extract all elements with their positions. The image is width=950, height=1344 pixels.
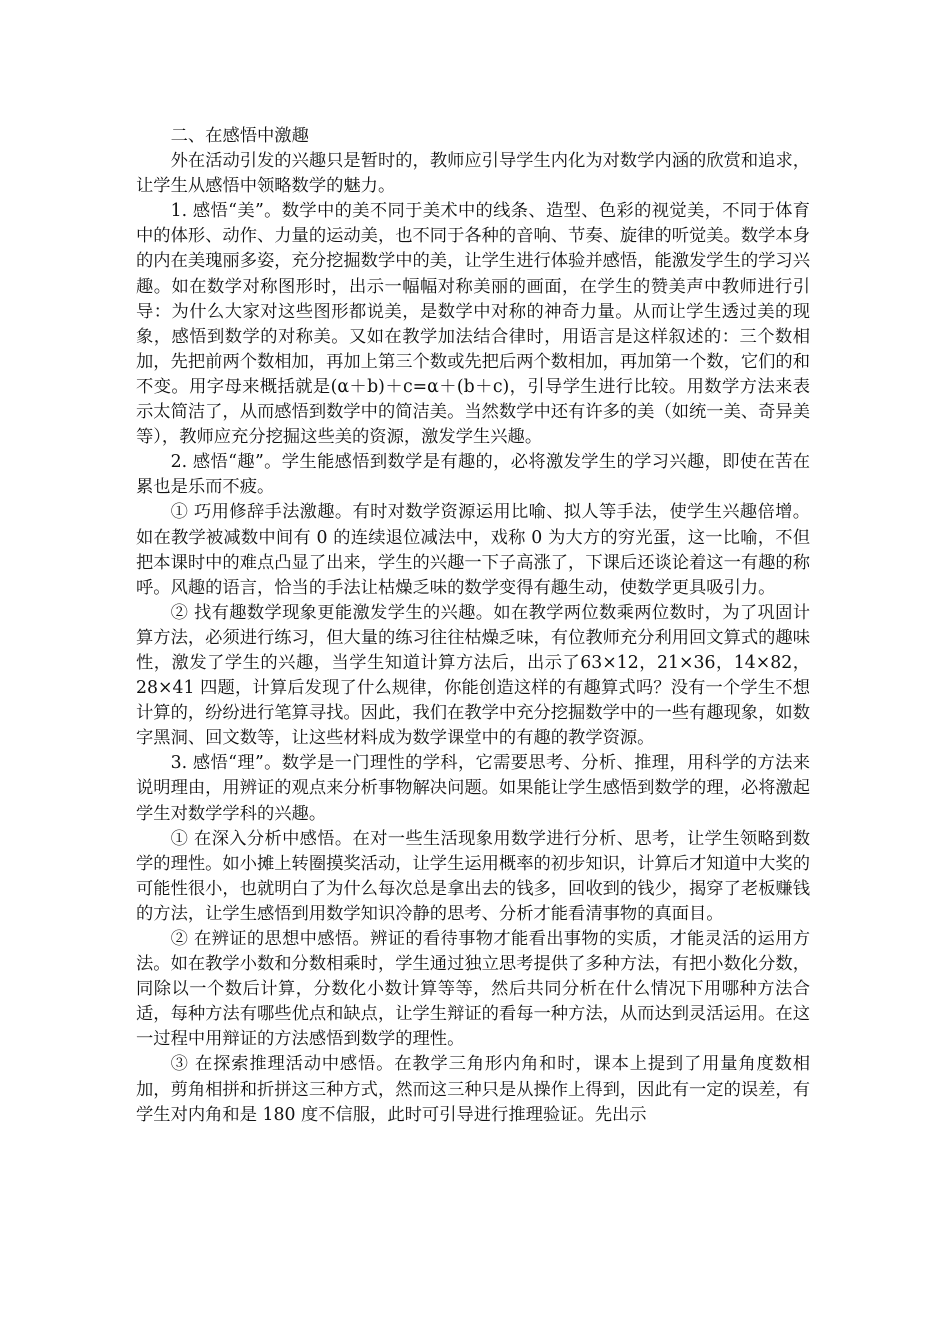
paragraph-beauty: 1. 感悟“美”。数学中的美不同于美术中的线条、造型、色彩的视觉美，不同于体育中的体形、动作、力量的运动美，也不同于各种的音响、节奏、旋律的听觉美。数学本身的内在美瑰丽多姿，充分挖掘数学中的美，让学生进行体验并感悟，能激发学生的学习兴趣。如在数学对称图形时，出示一幅幅对称美丽的画面，在学生的赞美声中教师进行引导：为什么大家对这些图形都说美，是数学中对称的神奇力量。从而让学生透过美的现象，感悟到数学的对称美。又如在教学加法结合律时，用语言是这样叙述的：三个数相加，先把前两个数相加，再加上第三个数或先把后两个数相加，再加第一个数，它们的和不变。用字母来概括就是(α＋b)＋c=α＋(b＋c)，引导学生进行比较。用数学方法来表示太简洁了，从而感悟到数学中的简洁美。当然数学中还有许多的美（如统一美、奇异美等），教师应充分挖掘这些美的资源，激发学生兴趣。 xyxy=(136,201,810,448)
paragraph-analysis: ① 在深入分析中感悟。在对一些生活现象用数学进行分析、思考，让学生领略到数学的理性。如小摊上转圈摸奖活动，让学生运用概率的初步知识，计算后才知道中大奖的可能性很小，也就明白了为什么每次总是拿出去的钱多，回收到的钱少，揭穿了老板赚钱的方法，让学生感悟到用数学知识冷静的思考、分析才能看清事物的真面目。 xyxy=(136,828,810,924)
paragraph-rhetoric: ① 巧用修辞手法激趣。有时对数学资源运用比喻、拟人等手法，使学生兴趣倍增。如在教学被减数中间有 0 的连续退位减法中，戏称 0 为大方的穷光蛋，这一比喻，不但把本课时中的难点凸显了出来，学生的兴趣一下子高涨了，下课后还谈论着这一有趣的称呼。风趣的语言，恰当的手法让枯燥乏味的数学变得有趣生动，使数学更具吸引力。 xyxy=(136,502,810,598)
paragraph-interest: 2. 感悟“趣”。学生能感悟到数学是有趣的，必将激发学生的学习兴趣，即使在苦在累也是乐而不疲。 xyxy=(136,452,810,498)
section-heading: 二、在感悟中激趣 xyxy=(170,126,309,146)
paragraph-intro: 外在活动引发的兴趣只是暂时的，教师应引导学生内化为对数学内涵的欣赏和追求，让学生从感悟中领略数学的魅力。 xyxy=(136,151,811,197)
paragraph-reasoning: ③ 在探索推理活动中感悟。在教学三角形内角和时，课本上提到了用量角度数相加，剪角相拼和折拼这三种方式，然而这三种只是从操作上得到，因此有一定的误差，有学生对内角和是 180 度不信服，此时可引导进行推理验证。先出示 xyxy=(136,1054,810,1125)
paragraph-reason: 3. 感悟“理”。数学是一门理性的学科，它需要思考、分析、推理，用科学的方法来说明理由，用辨证的观点来分析事物解决问题。如果能让学生感悟到数学的理，必将激起学生对数学学科的兴趣。 xyxy=(136,753,810,824)
paragraph-interesting-phenomena: ② 找有趣数学现象更能激发学生的兴趣。如在教学两位数乘两位数时，为了巩固计算方法，必须进行练习，但大量的练习往往枯燥乏味，有位教师充分利用回文算式的趣味性，激发了学生的兴趣，当学生知道计算方法后，出示了63×12，21×36，14×82，28×41 四题，计算后发现了什么规律，你能创造这样的有趣算式吗？没有一个学生不想计算的，纷纷进行笔算寻找。因此，我们在教学中充分挖掘数学中的一些有趣现象，如数字黑洞、回文数等，让这些材料成为数学课堂中的有趣的教学资源。 xyxy=(136,602,810,749)
document-page xyxy=(136,124,810,1128)
paragraph-dialectic: ② 在辨证的思想中感悟。辨证的看待事物才能看出事物的实质，才能灵活的运用方法。如在教学小数和分数相乘时，学生通过独立思考提供了多种方法，有把小数化分数，同除以一个数后计算，分数化小数计算等等，然后共同分析在什么情况下用哪种方法合适，每种方法有哪些优点和缺点，让学生辩证的看每一种方法，从而达到灵活运用。在这一过程中用辩证的方法感悟到数学的理性。 xyxy=(136,929,810,1050)
